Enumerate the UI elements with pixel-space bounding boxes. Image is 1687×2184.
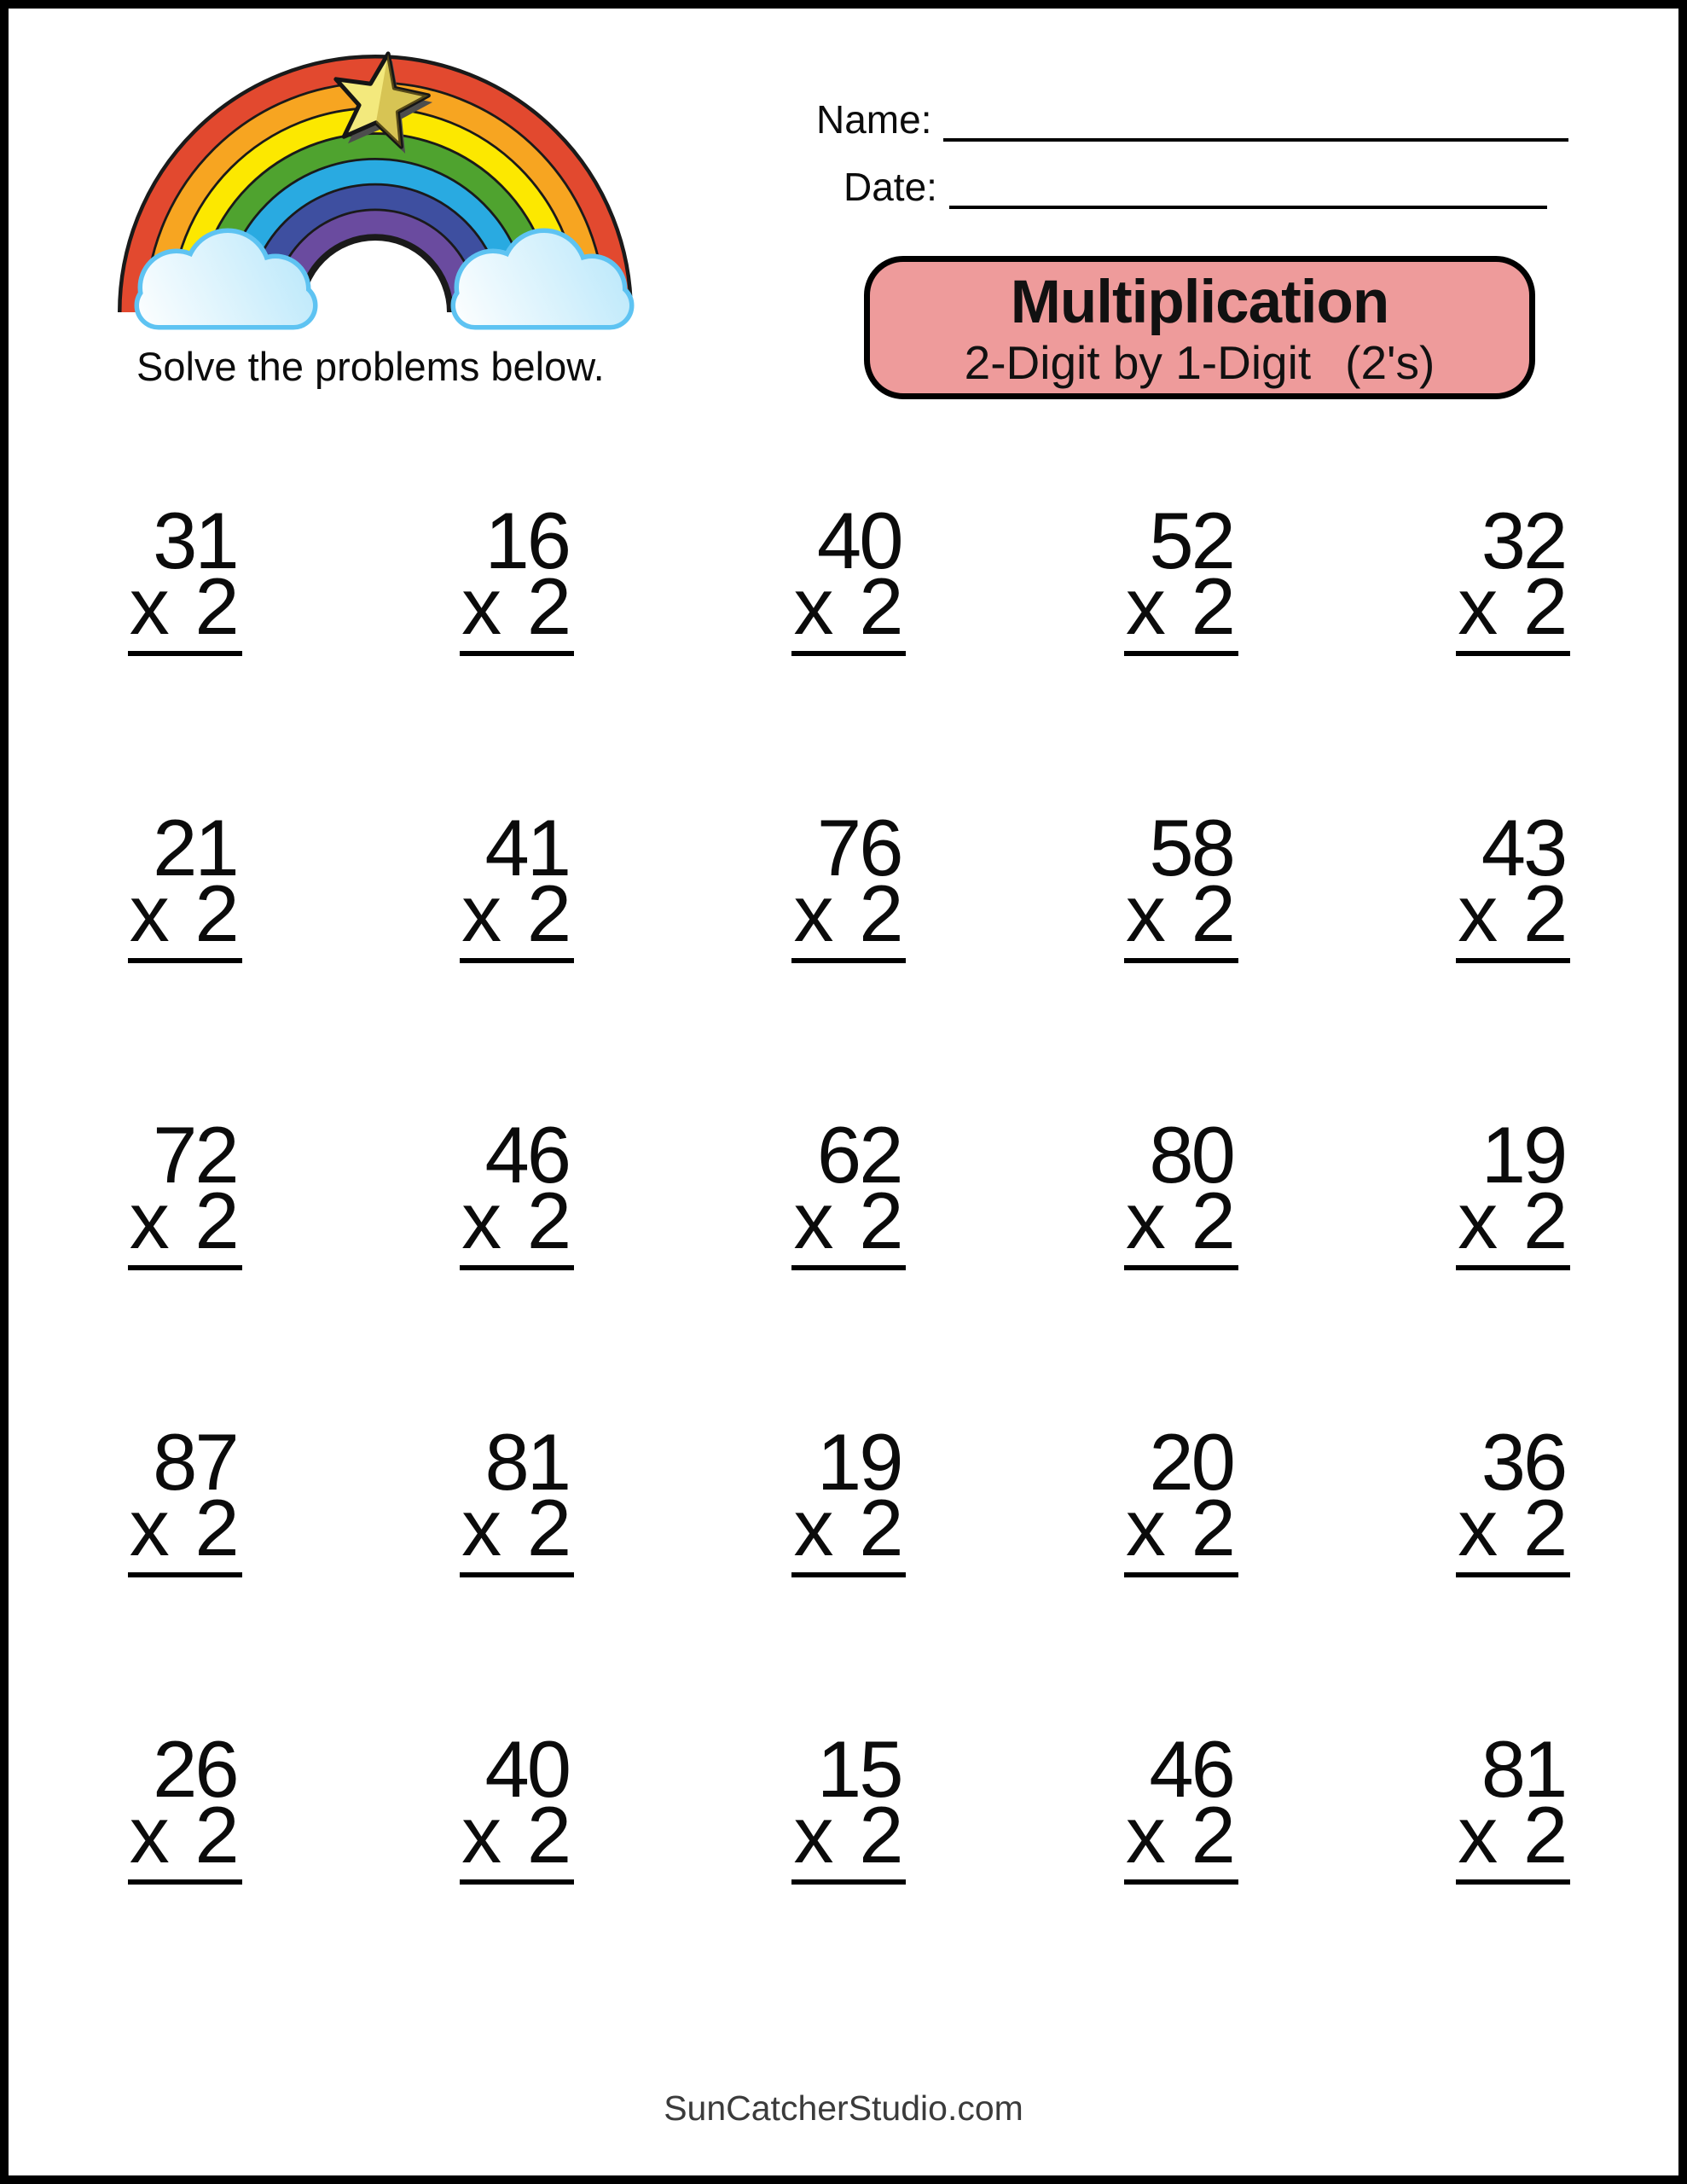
operator: x bbox=[1458, 1790, 1496, 1879]
answer-line bbox=[1456, 651, 1570, 656]
answer-line bbox=[460, 651, 574, 656]
answer-line bbox=[460, 1572, 574, 1577]
multiplier: 2 bbox=[194, 1483, 237, 1572]
problem bbox=[1124, 803, 1238, 1122]
multiplier: 2 bbox=[526, 1483, 570, 1572]
answer-line bbox=[128, 651, 242, 656]
multiplier: 2 bbox=[859, 868, 901, 958]
multiplicand: 58 bbox=[1149, 803, 1233, 892]
problem bbox=[1124, 1417, 1238, 1736]
multiplicand: 32 bbox=[1481, 496, 1566, 585]
operator: x bbox=[793, 1790, 832, 1879]
problem bbox=[1456, 1724, 1570, 2043]
multiplier: 2 bbox=[526, 1176, 570, 1265]
rainbow-graphic bbox=[109, 48, 664, 346]
multiplier: 2 bbox=[859, 561, 901, 651]
problem bbox=[1124, 496, 1238, 815]
operator: x bbox=[129, 1790, 167, 1879]
answer-line bbox=[1124, 958, 1238, 963]
answer-line bbox=[128, 1879, 242, 1885]
operator: x bbox=[461, 1483, 500, 1572]
multiplicand: 81 bbox=[1481, 1724, 1566, 1814]
multiplicand: 40 bbox=[816, 496, 901, 585]
multiplier: 2 bbox=[194, 868, 237, 958]
multiplier: 2 bbox=[1523, 561, 1566, 651]
operator: x bbox=[129, 561, 167, 651]
answer-line bbox=[128, 1572, 242, 1577]
problem bbox=[128, 803, 242, 1122]
instruction-text: Solve the problems below. bbox=[136, 344, 605, 389]
multiplicand: 76 bbox=[816, 803, 901, 892]
multiplier: 2 bbox=[1523, 1176, 1566, 1265]
footer-credit: SunCatcherStudio.com bbox=[664, 2088, 1023, 2128]
multiplier: 2 bbox=[1191, 868, 1233, 958]
operator: x bbox=[1458, 868, 1496, 958]
worksheet-title: Multiplication bbox=[1010, 269, 1389, 336]
multiplicand: 46 bbox=[1149, 1724, 1233, 1814]
multiplier: 2 bbox=[1523, 1483, 1566, 1572]
multiplier: 2 bbox=[1191, 561, 1233, 651]
operator: x bbox=[793, 561, 832, 651]
problem bbox=[1456, 1417, 1570, 1736]
operator: x bbox=[1125, 1790, 1163, 1879]
problem bbox=[128, 1110, 242, 1429]
problem bbox=[1456, 496, 1570, 815]
worksheet-subtitle bbox=[870, 336, 1529, 389]
multiplicand: 62 bbox=[816, 1110, 901, 1199]
operator: x bbox=[461, 561, 500, 651]
operator: x bbox=[129, 868, 167, 958]
operator: x bbox=[793, 868, 832, 958]
multiplicand: 41 bbox=[484, 803, 570, 892]
name-field bbox=[816, 98, 1568, 142]
problem bbox=[460, 1724, 574, 2043]
title-box bbox=[864, 256, 1535, 399]
problem bbox=[1456, 803, 1570, 1122]
multiplier: 2 bbox=[1191, 1176, 1233, 1265]
answer-line bbox=[791, 1265, 906, 1270]
operator: x bbox=[461, 1176, 500, 1265]
answer-line bbox=[1124, 1572, 1238, 1577]
operator: x bbox=[1125, 1176, 1163, 1265]
problem bbox=[1456, 1110, 1570, 1429]
operator: x bbox=[1125, 868, 1163, 958]
problem bbox=[1124, 1724, 1238, 2043]
multiplicand: 87 bbox=[153, 1417, 237, 1507]
operator: x bbox=[129, 1176, 167, 1265]
multiplier: 2 bbox=[194, 1176, 237, 1265]
operator: x bbox=[1125, 561, 1163, 651]
problem bbox=[791, 496, 906, 815]
rainbow-svg bbox=[109, 48, 664, 346]
multiplicand: 15 bbox=[816, 1724, 901, 1814]
operator: x bbox=[1458, 561, 1496, 651]
answer-line bbox=[791, 958, 906, 963]
multiplier: 2 bbox=[194, 561, 237, 651]
answer-line bbox=[1456, 1572, 1570, 1577]
problem bbox=[791, 1110, 906, 1429]
name-line bbox=[943, 99, 1568, 142]
answer-line bbox=[1124, 1265, 1238, 1270]
multiplier: 2 bbox=[1191, 1790, 1233, 1879]
multiplier: 2 bbox=[859, 1176, 901, 1265]
multiplier: 2 bbox=[526, 1790, 570, 1879]
answer-line bbox=[128, 958, 242, 963]
multiplier: 2 bbox=[526, 561, 570, 651]
operator: x bbox=[1125, 1483, 1163, 1572]
answer-line bbox=[1124, 1879, 1238, 1885]
problem bbox=[460, 803, 574, 1122]
problem bbox=[128, 1417, 242, 1736]
answer-line bbox=[460, 1265, 574, 1270]
name-label: Name: bbox=[816, 97, 932, 142]
answer-line bbox=[791, 1879, 906, 1885]
date-field bbox=[844, 166, 1547, 209]
multiplicand: 20 bbox=[1149, 1417, 1233, 1507]
multiplier: 2 bbox=[859, 1483, 901, 1572]
subtitle-suffix: (2's) bbox=[1345, 336, 1435, 389]
subtitle-text: 2-Digit by 1-Digit bbox=[964, 336, 1312, 389]
answer-line bbox=[460, 958, 574, 963]
problem bbox=[128, 1724, 242, 2043]
multiplier: 2 bbox=[859, 1790, 901, 1879]
date-label: Date: bbox=[844, 165, 937, 209]
operator: x bbox=[461, 868, 500, 958]
multiplicand: 19 bbox=[1481, 1110, 1566, 1199]
multiplicand: 21 bbox=[153, 803, 237, 892]
multiplicand: 46 bbox=[484, 1110, 570, 1199]
operator: x bbox=[793, 1483, 832, 1572]
answer-line bbox=[791, 651, 906, 656]
answer-line bbox=[1456, 958, 1570, 963]
multiplicand: 19 bbox=[816, 1417, 901, 1507]
multiplier: 2 bbox=[526, 868, 570, 958]
problems-grid bbox=[19, 496, 1679, 2043]
multiplier: 2 bbox=[1523, 1790, 1566, 1879]
multiplier: 2 bbox=[1523, 868, 1566, 958]
multiplicand: 31 bbox=[153, 496, 237, 585]
answer-line bbox=[128, 1265, 242, 1270]
multiplicand: 16 bbox=[484, 496, 570, 585]
operator: x bbox=[793, 1176, 832, 1265]
multiplicand: 81 bbox=[484, 1417, 570, 1507]
operator: x bbox=[1458, 1483, 1496, 1572]
operator: x bbox=[129, 1483, 167, 1572]
problem bbox=[791, 803, 906, 1122]
date-line bbox=[949, 166, 1547, 209]
answer-line bbox=[791, 1572, 906, 1577]
multiplicand: 52 bbox=[1149, 496, 1233, 585]
multiplicand: 36 bbox=[1481, 1417, 1566, 1507]
multiplicand: 40 bbox=[484, 1724, 570, 1814]
problem bbox=[460, 496, 574, 815]
answer-line bbox=[1456, 1879, 1570, 1885]
problem bbox=[791, 1724, 906, 2043]
multiplicand: 26 bbox=[153, 1724, 237, 1814]
answer-line bbox=[1456, 1265, 1570, 1270]
problem bbox=[460, 1110, 574, 1429]
answer-line bbox=[460, 1879, 574, 1885]
multiplicand: 72 bbox=[153, 1110, 237, 1199]
multiplicand: 43 bbox=[1481, 803, 1566, 892]
problem bbox=[791, 1417, 906, 1736]
multiplicand: 80 bbox=[1149, 1110, 1233, 1199]
multiplier: 2 bbox=[194, 1790, 237, 1879]
problem bbox=[1124, 1110, 1238, 1429]
multiplier: 2 bbox=[1191, 1483, 1233, 1572]
problem bbox=[128, 496, 242, 815]
operator: x bbox=[461, 1790, 500, 1879]
operator: x bbox=[1458, 1176, 1496, 1265]
answer-line bbox=[1124, 651, 1238, 656]
problem bbox=[460, 1417, 574, 1736]
